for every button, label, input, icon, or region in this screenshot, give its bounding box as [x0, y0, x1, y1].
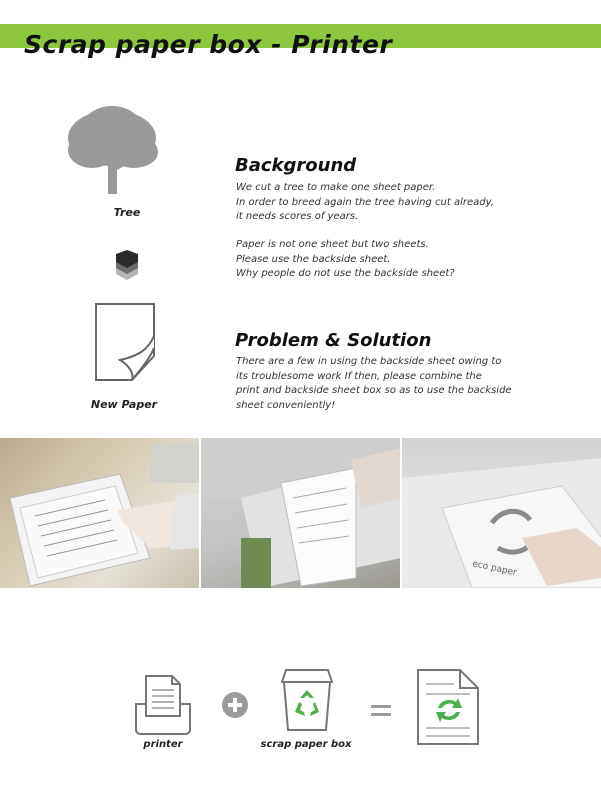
problem-heading: Problem & Solution — [235, 330, 432, 351]
photo-box-text: eco paper — [471, 559, 518, 579]
problem-paragraph: There are a few in using the backside sheet owing to its troublesome work If then, please combine the print and backside sheet box so as to use the backside sheet conveniently! — [236, 356, 512, 411]
photo-printer-tray — [201, 438, 402, 588]
recycled-paper-icon — [416, 668, 480, 746]
plus-icon — [222, 692, 248, 718]
photo-paper-stack — [0, 438, 201, 588]
tree-label: Tree — [113, 206, 141, 219]
printer-icon — [134, 672, 192, 736]
printer-label: printer — [143, 739, 183, 750]
new-paper-label: New Paper — [90, 398, 158, 411]
paper-stack-icon — [112, 250, 142, 284]
new-paper-icon — [94, 302, 158, 382]
background-heading: Background — [235, 155, 357, 176]
background-paragraph-2: Paper is not one sheet but two sheets. Please use the backside sheet. Why people do not use the backside sheet? — [236, 239, 455, 279]
equals-icon — [371, 702, 391, 714]
scrap-paper-box-label: scrap paper box — [260, 739, 352, 750]
photo-strip — [0, 438, 601, 588]
page-title: Scrap paper box - Printer — [24, 30, 393, 59]
background-paragraph-1: We cut a tree to make one sheet paper. In order to breed again the tree having cut already, it needs scores of years. — [236, 182, 494, 222]
scrap-paper-box-icon — [280, 668, 334, 734]
photo-scrap-box — [402, 438, 601, 588]
tree-icon — [62, 100, 162, 200]
